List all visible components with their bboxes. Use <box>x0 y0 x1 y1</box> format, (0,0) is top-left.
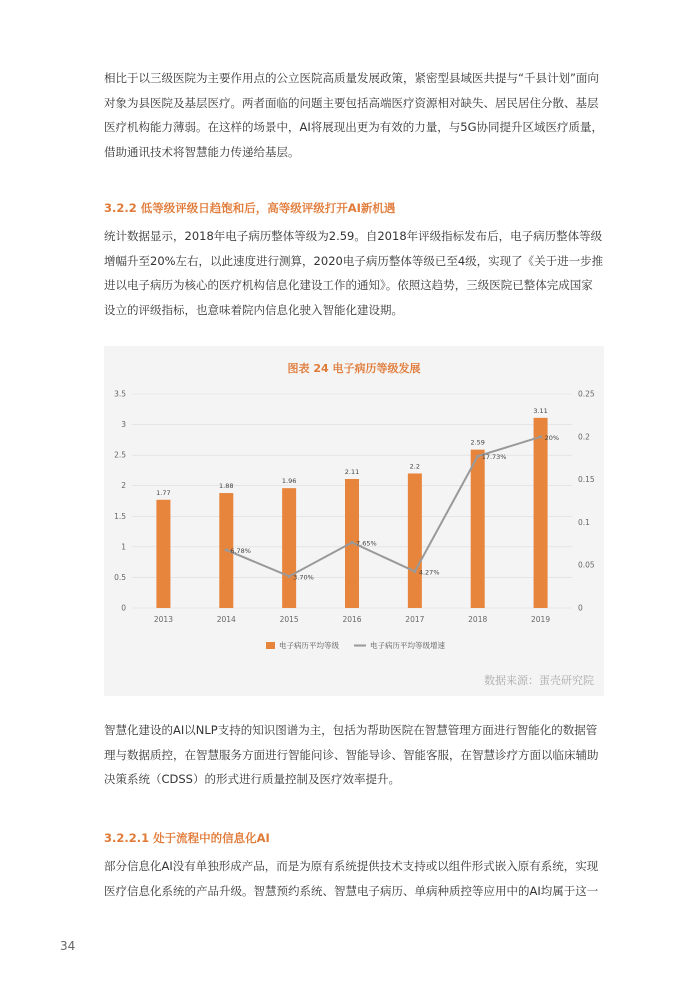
line-data-label: 4.27% <box>418 568 440 577</box>
growth-rate-point <box>225 548 228 551</box>
bar <box>471 450 485 608</box>
bar <box>408 473 422 608</box>
legend-bar-label: 电子病历平均等级 <box>279 641 339 650</box>
y-left-tick-label: 1 <box>121 542 126 552</box>
section-heading-3-2-2-1: 3.2.2.1 处于流程中的信息化AI <box>104 831 270 845</box>
line-data-label: 17.73% <box>481 453 507 462</box>
growth-rate-point <box>350 541 353 544</box>
statistics-paragraph: 统计数据显示，2018年电子病历整体等级为2.59。自2018年评级指标发布后，电子病历整体等级增幅升至20%左右，以此速度进行测算，2020电子病历整体等级已至4级，实现了《关于进一步推进以电子病历为核心的医疗机构信息化建设工作的通知》。依照这趋势，三级医院已整体完成国家设立的评级指标，也意味着院内信息化驶入智能化建设期。 <box>104 229 604 318</box>
bar-data-label: 2.59 <box>470 438 485 447</box>
y-right-tick-label: 0.15 <box>578 475 595 485</box>
bar <box>282 488 296 608</box>
line-data-label: 20% <box>544 433 560 442</box>
y-right-tick-label: 0 <box>578 603 583 613</box>
legend-line-label: 电子病历平均等级增速 <box>370 641 445 650</box>
bar-data-label: 1.88 <box>219 482 234 491</box>
y-left-tick-label: 2 <box>121 481 126 491</box>
growth-rate-point <box>288 575 291 578</box>
bar-data-label: 2.2 <box>409 462 421 471</box>
bar <box>156 500 170 608</box>
growth-rate-point <box>476 455 479 458</box>
y-left-tick-label: 3 <box>121 420 126 430</box>
bar-data-label: 1.77 <box>156 488 171 497</box>
line-data-label: 6.78% <box>230 546 251 555</box>
y-right-tick-label: 0.25 <box>578 389 595 399</box>
x-tick-label: 2014 <box>216 615 236 624</box>
bar-data-label: 1.96 <box>281 477 297 486</box>
line-data-label: 3.70% <box>293 573 314 582</box>
intro-paragraph: 相比于以三级医院为主要作用点的公立医院高质量发展政策，紧密型县域医共提与“千县计划”面向对象为县医院及基层医疗。两者面临的问题主要包括高端医疗资源相对缺失、居民居住分散、基层医疗机构能力薄弱。在这样的场景中，AI将展现出更为有效的力量，与5G协同提升区域医疗质量，借助通讯技术将智慧能力传递给基层。 <box>104 71 603 160</box>
section-heading-3-2-2: 3.2.2 低等级评级日趋饱和后，高等级评级打开AI新机遇 <box>104 201 396 215</box>
y-right-tick-label: 0.2 <box>578 432 590 442</box>
page-number: 34 <box>60 939 76 953</box>
y-left-tick-label: 2.5 <box>114 450 126 460</box>
x-tick-label: 2015 <box>279 615 299 624</box>
x-tick-label: 2016 <box>342 615 362 624</box>
info-ai-paragraph: 部分信息化AI没有单独形成产品，而是为原有系统提供技术支持或以组件形式嵌入原有系统，实现医疗信息化系统的产品升级。智慧预约系统、智慧电子病历、单病种质控等应用中的AI均属于这一 <box>104 859 599 898</box>
y-left-tick-label: 0 <box>121 603 126 613</box>
bar <box>534 418 548 608</box>
bar-data-label: 2.11 <box>344 467 360 476</box>
y-right-tick-label: 0.05 <box>578 560 595 570</box>
emr-level-chart <box>104 346 604 696</box>
y-left-tick-label: 1.5 <box>114 511 126 521</box>
y-right-tick-label: 0.1 <box>578 517 590 527</box>
bar-data-label: 3.11 <box>533 406 548 415</box>
x-tick-label: 2013 <box>153 615 173 624</box>
chart-title: 图表 24 电子病历等级发展 <box>287 362 421 375</box>
growth-rate-point <box>413 570 416 573</box>
smart-ai-paragraph: 智慧化建设的AI以NLP支持的知识图谱为主，包括为帮助医院在智慧管理方面进行智能化的数据管理与数据质控，在智慧服务方面进行智能问诊、智能导诊、智能客服，在智慧诊疗方面以临床辅助决策系统（CDSS）的形式进行质量控制及医疗效率提升。 <box>104 723 599 787</box>
y-left-tick-label: 0.5 <box>114 572 126 582</box>
x-tick-label: 2018 <box>468 615 488 624</box>
x-tick-label: 2017 <box>405 615 425 624</box>
chart-panel <box>104 346 604 696</box>
y-left-tick-label: 3.5 <box>114 389 126 399</box>
legend-bar-swatch <box>266 642 275 649</box>
x-tick-label: 2019 <box>531 615 551 624</box>
data-source-note: 数据来源：蛋壳研究院 <box>484 674 594 687</box>
growth-rate-point <box>539 435 542 438</box>
line-data-label: 7.65% <box>356 539 377 548</box>
